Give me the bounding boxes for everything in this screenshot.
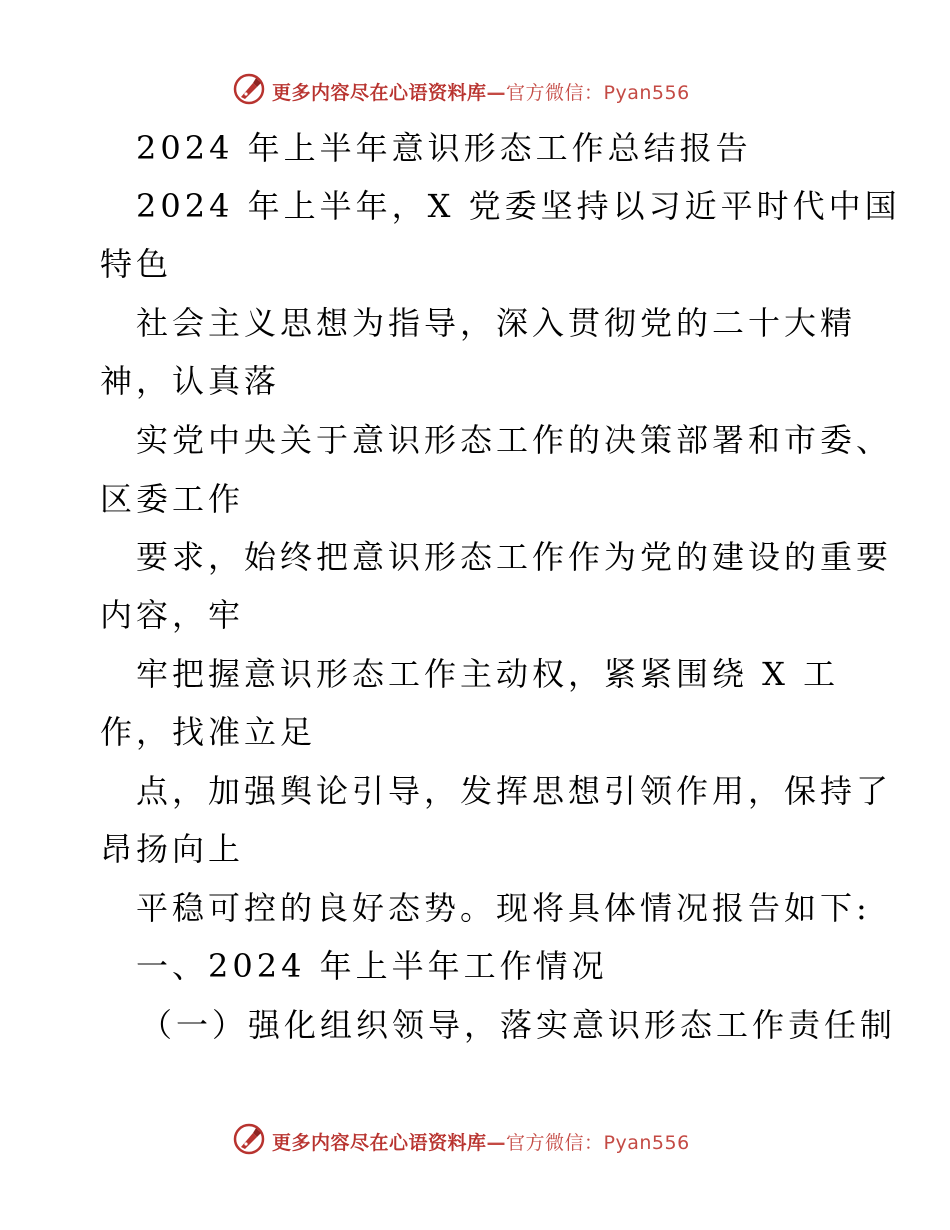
watermark-brand: 更多内容尽在心语资料库	[272, 82, 487, 104]
document-line: 实党中央关于意识形态工作的决策部署和市委、	[136, 421, 893, 459]
watermark-wechat-label: 官方微信：	[506, 1132, 604, 1154]
watermark-text	[272, 1128, 690, 1155]
document-line: 要求，始终把意识形态工作作为党的建设的重要	[136, 538, 893, 576]
watermark-text	[272, 78, 690, 105]
document-line: 区委工作	[100, 480, 245, 518]
subsection-heading: （一）强化组织领导，落实意识形态工作责任制	[140, 1006, 897, 1044]
document-line: 牢把握意识形态工作主动权，紧紧围绕 X 工	[136, 655, 840, 693]
watermark-separator: —	[486, 82, 507, 104]
document-line: 点，加强舆论引导，发挥思想引领作用，保持了	[136, 772, 893, 810]
document-line: 社会主义思想为指导，深入贯彻党的二十大精	[136, 304, 857, 342]
document-line: 作，找准立足	[100, 713, 317, 751]
watermark-wechat-id: Pyan556	[603, 1132, 690, 1154]
document-line: 内容，牢	[100, 596, 245, 634]
watermark-separator: —	[486, 1132, 507, 1154]
document-line: 平稳可控的良好态势。现将具体情况报告如下:	[136, 889, 871, 927]
watermark-brand: 更多内容尽在心语资料库	[272, 1132, 487, 1154]
document-title: 2024 年上半年意识形态工作总结报告	[136, 129, 752, 167]
watermark-banner-bottom	[0, 1120, 950, 1160]
document-line: 特色	[100, 245, 173, 283]
document-line: 昂扬向上	[100, 830, 245, 868]
section-heading: 一、2024 年上半年工作情况	[136, 947, 608, 985]
watermark-wechat-id: Pyan556	[603, 82, 690, 104]
document-line: 2024 年上半年，X 党委坚持以习近平时代中国	[136, 187, 901, 225]
watermark-wechat-label: 官方微信：	[506, 82, 604, 104]
watermark-banner-top	[0, 70, 950, 110]
document-line: 神，认真落	[100, 362, 281, 400]
fountain-pen-seal-icon	[232, 1122, 266, 1156]
fountain-pen-seal-icon	[232, 72, 266, 106]
